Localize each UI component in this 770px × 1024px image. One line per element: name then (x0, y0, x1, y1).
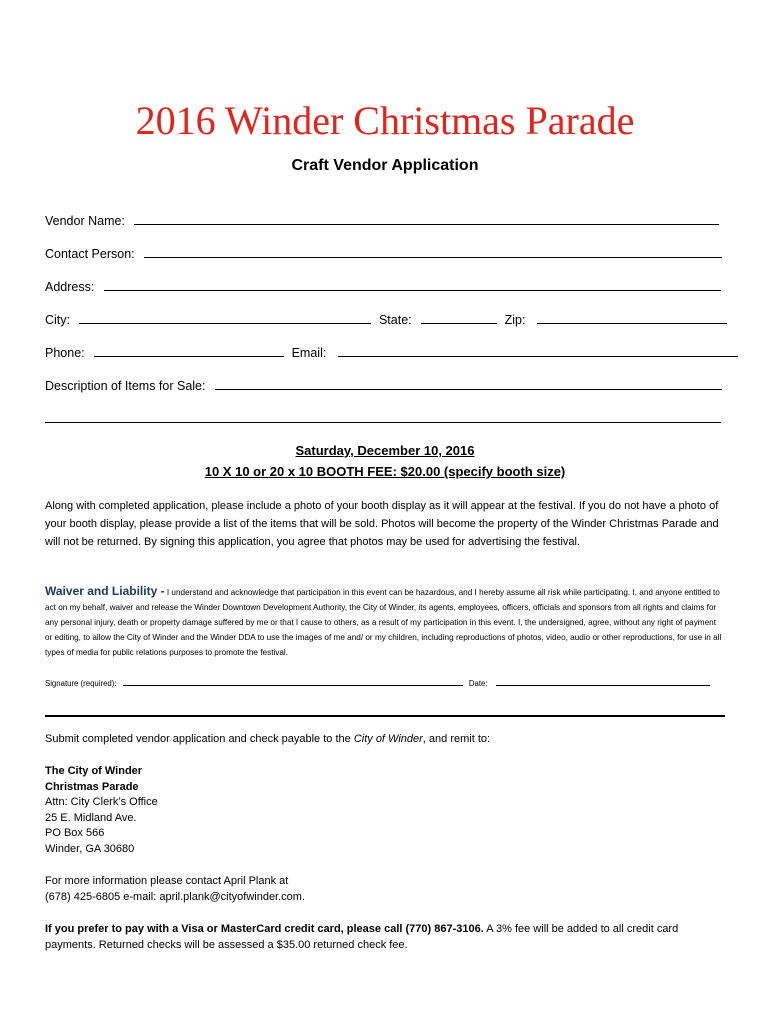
address-field[interactable] (104, 278, 721, 291)
address-line-1: The City of Winder (45, 765, 143, 777)
address-line-3: Attn: City Clerk’s Office (45, 796, 158, 808)
contact-person-row (45, 245, 722, 262)
description-field-2[interactable] (45, 410, 721, 423)
address-label: Address: (45, 280, 95, 294)
contact-person-field[interactable] (144, 245, 722, 258)
payment-bold: If you prefer to pay with a Visa or MasterCard credit card, please call (770) 867-3106. (45, 923, 484, 935)
vendor-name-row (45, 212, 719, 229)
signature-field[interactable] (123, 676, 463, 686)
address-line-5: PO Box 566 (45, 827, 105, 839)
submit-text-end: , and remit to: (422, 733, 491, 745)
waiver-paragraph (45, 584, 725, 660)
submit-instructions (45, 732, 725, 748)
description-label: Description of Items for Sale: (45, 379, 206, 393)
vendor-name-label: Vendor Name: (45, 214, 125, 228)
zip-field[interactable] (537, 311, 727, 324)
section-divider (45, 715, 725, 717)
state-field[interactable] (421, 311, 497, 324)
zip-label: Zip: (504, 313, 526, 327)
email-label: Email: (291, 346, 327, 360)
city-field[interactable] (79, 311, 371, 324)
submit-payee: City of Winder (353, 733, 423, 745)
address-line-4: 25 E. Midland Ave. (45, 811, 137, 824)
signature-row (45, 676, 710, 690)
phone-field[interactable] (94, 344, 284, 357)
contact-person-label: Contact Person: (45, 247, 135, 261)
submit-text: Submit completed vendor application and check payable to the (45, 733, 354, 745)
city-label: City: (45, 313, 70, 327)
signature-label: Signature (required): (45, 679, 117, 688)
address-line-6: Winder, GA 30680 (45, 842, 135, 855)
contact-line-1: For more information please contact April Plank at (45, 875, 289, 887)
instructions-paragraph: Along with completed application, please include a photo of your booth display as it will appear at the festival. If you do not have a photo of your booth display, please provide a list of the items that will be sold. Photos will become the property of the Winder Christmas Parade and will not be returned. By signing this application, you agree that photos may be used for advertising the festival. (45, 500, 719, 548)
phone-label: Phone: (45, 346, 85, 360)
date-label: Date: (468, 679, 488, 688)
waiver-heading: Waiver and Liability - (45, 584, 165, 598)
payment-info (45, 922, 725, 953)
state-label: State: (378, 313, 412, 327)
booth-fee: 10 X 10 or 20 x 10 BOOTH FEE: $20.00 (specify booth size) (204, 464, 566, 479)
page-subtitle: Craft Vendor Application (291, 157, 479, 174)
mailing-address (45, 764, 725, 857)
payment-text: A 3% fee will be added to all credit card payments. Returned checks will be assessed a $35.00 returned check fee. (45, 923, 679, 951)
contact-line-2: (678) 425-6805 e-mail: april.plank@cityofwinder.com. (45, 890, 306, 903)
city-state-zip-row (45, 311, 727, 328)
description-field[interactable] (215, 377, 722, 390)
address-row (45, 278, 721, 295)
email-field[interactable] (338, 344, 738, 357)
event-date: Saturday, December 10, 2016 (295, 443, 475, 458)
page-title: 2016 Winder Christmas Parade (135, 98, 635, 143)
contact-info (45, 874, 725, 905)
vendor-name-field[interactable] (134, 212, 719, 225)
waiver-text: I understand and acknowledge that participation in this event can be hazardous, and I hereby assume all risk while participating. I, and anyone entitled to act on my behalf, waiver and release the Winder Downtown Development Authority, the City of Winder, its agents, employees, officers, officials and sponsors from all rights and claims for any personal injury, death or property damage suffered by me or that I cause to others, as a result of my participation in this event. I, the undersigned, agree, without any right of payment or editing, to allow the City of Winder and the Winder DDA to use the images of me and/ or my children, including reproductions of photos, video, audio or other reproductions, for use in all types of media for public relations purposes to promote the festival. (45, 588, 722, 657)
description-row (45, 377, 722, 394)
date-field[interactable] (496, 676, 710, 686)
description-row-2 (45, 410, 721, 427)
address-line-2: Christmas Parade (45, 780, 139, 793)
phone-email-row (45, 344, 738, 361)
